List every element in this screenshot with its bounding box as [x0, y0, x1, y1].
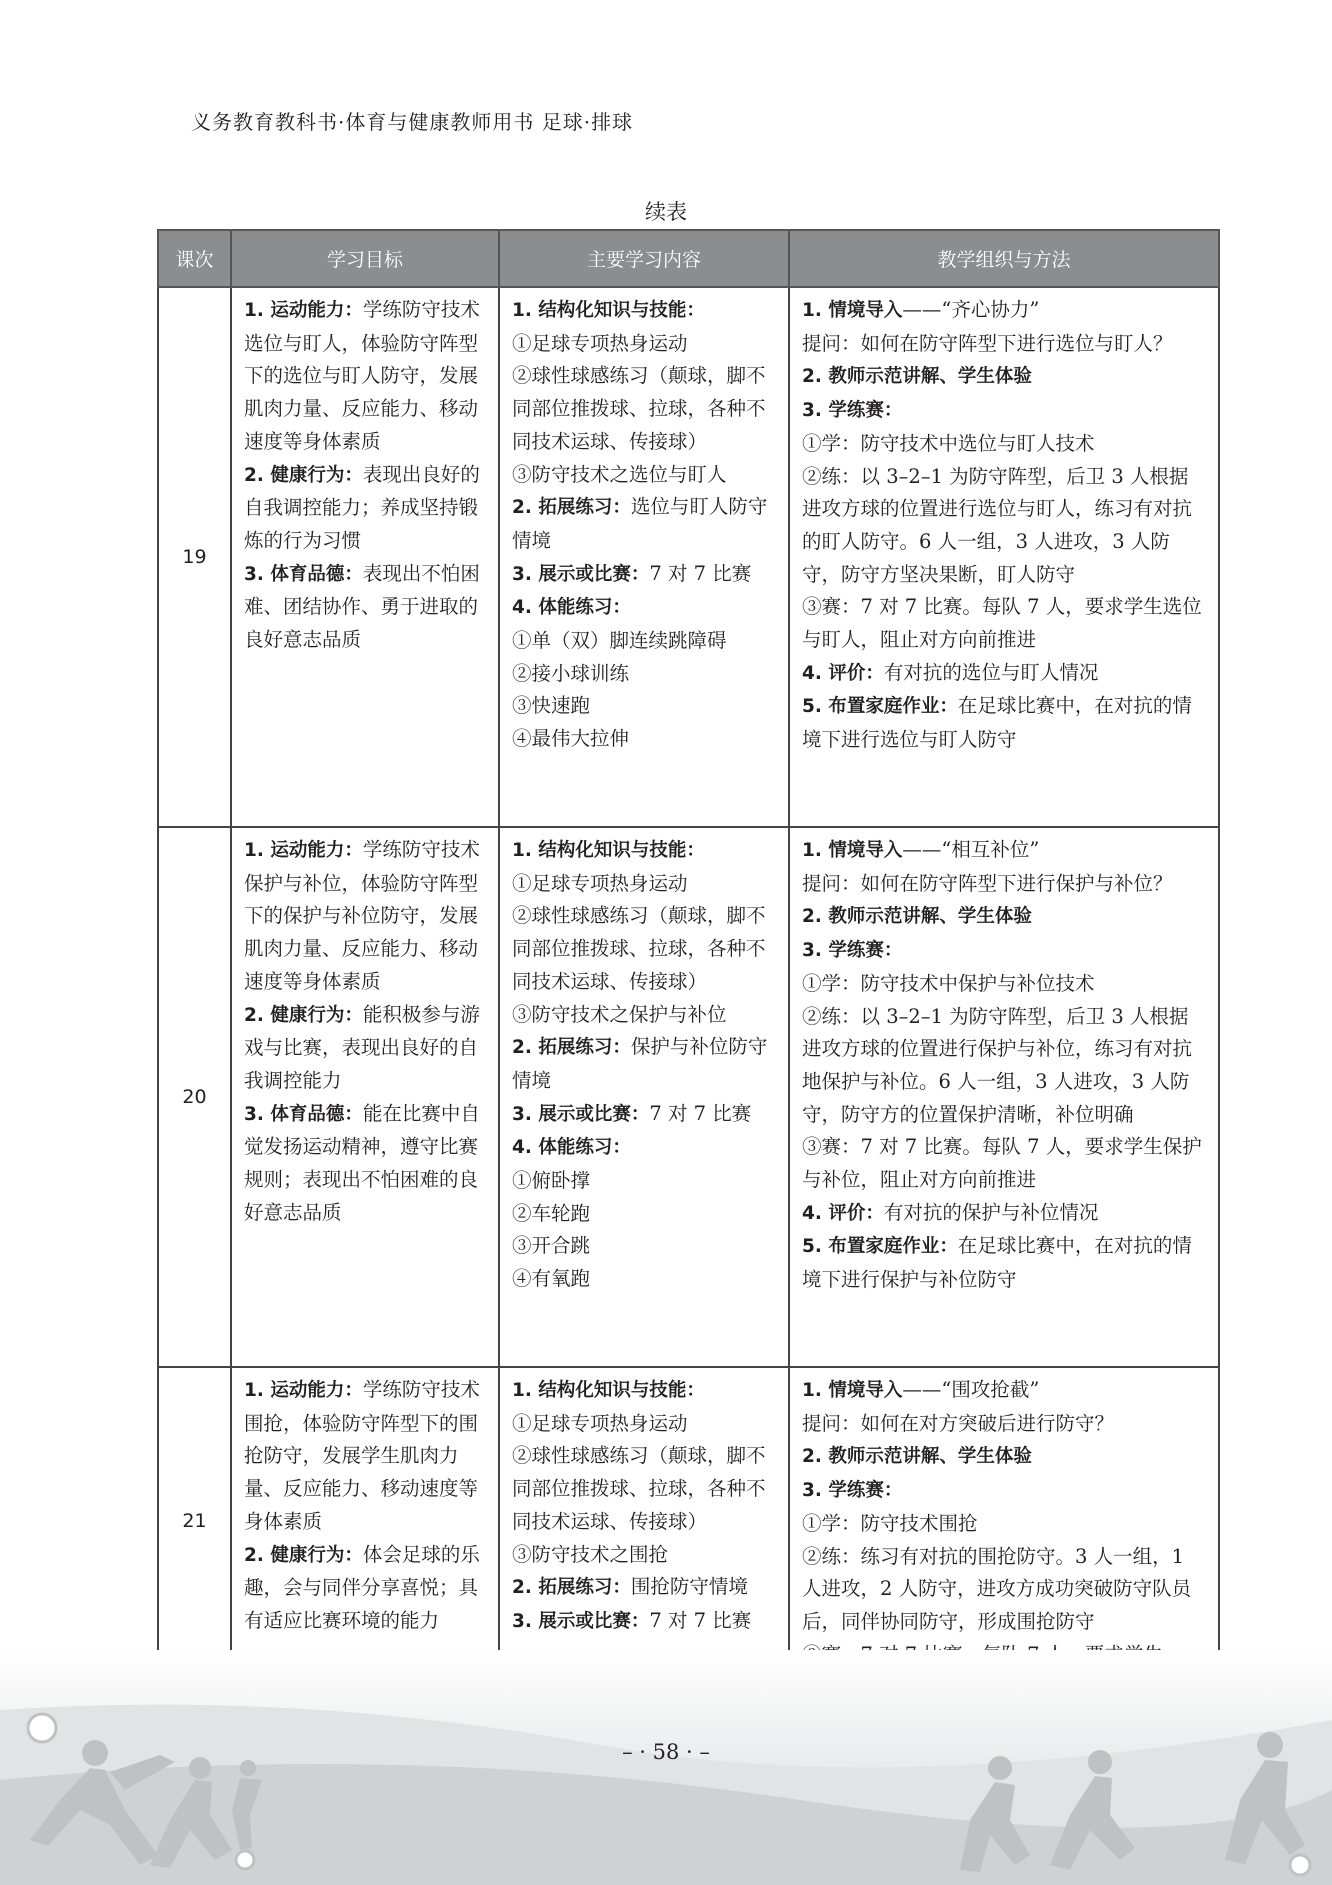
cell-line — [802, 1474, 1206, 1508]
cell-line — [512, 900, 776, 998]
cell-line — [244, 1539, 486, 1638]
col-header-content: 主要学习内容 — [499, 230, 789, 287]
line-text: ②练：以 3–2–1 为防守阵型，后卫 3 人根据进攻方球的位置进行选位与盯人，练习有对抗的盯人防守。6 人一组，3 人进攻，3 人防守，防守方坚决果断，盯人防守 — [802, 464, 1193, 586]
learning-goals-cell — [231, 287, 499, 827]
cell-line — [244, 294, 486, 459]
cell-line — [802, 968, 1206, 1001]
cell-line — [802, 1001, 1206, 1132]
line-text: 在足球比赛中，在对抗的情境下进行保护与补位防守 — [802, 1234, 1192, 1292]
line-text: ②球性球感练习（颠球，脚不同部位推拨球、拉球，各种不同技术运球、传接球） — [512, 364, 766, 453]
line-keyword: 1. 结构化知识与技能： — [512, 300, 705, 321]
cell-line — [512, 1605, 776, 1639]
cell-line — [802, 900, 1206, 934]
cell-line — [512, 1131, 776, 1165]
line-text: 学练防守技术保护与补位，体验防守阵型下的保护与补位防守，发展肌肉力量、反应能力、移动速度等身体素质 — [244, 838, 480, 993]
line-text: 体会足球的乐趣，会与同伴分享喜悦；具有适应比赛环境的能力 — [244, 1542, 480, 1632]
soccer-silhouette-footer — [0, 1650, 1332, 1885]
teaching-method-cell — [789, 827, 1219, 1367]
cell-line — [512, 1539, 776, 1572]
cell-line — [244, 1374, 486, 1539]
line-text: ①学：防守技术中保护与补位技术 — [802, 971, 1095, 995]
cell-line — [244, 834, 486, 999]
line-text: 7 对 7 比赛 — [649, 1608, 752, 1632]
table-caption: 续表 — [645, 200, 687, 224]
cell-line — [802, 360, 1206, 394]
line-text: ③防守技术之选位与盯人 — [512, 462, 727, 486]
line-keyword: 2. 教师示范讲解、学生体验 — [802, 366, 1032, 388]
line-text: 提问：如何在防守阵型下进行保护与补位？ — [802, 871, 1173, 895]
cell-line — [802, 1374, 1206, 1408]
cell-line — [802, 657, 1206, 691]
line-keyword: 2. 健康行为： — [244, 464, 363, 486]
cell-line — [512, 1031, 776, 1097]
line-text: 保护与补位防守情境 — [512, 1035, 768, 1092]
cell-line — [802, 1197, 1206, 1231]
cell-line — [512, 491, 776, 557]
learning-goals-cell — [231, 827, 499, 1367]
line-text: 7 对 7 比赛 — [649, 561, 752, 585]
line-text: ①俯卧撑 — [512, 1169, 591, 1193]
cell-line — [802, 294, 1206, 328]
line-text: ②接小球训练 — [512, 661, 630, 685]
line-text: ②球性球感练习（颠球，脚不同部位推拨球、拉球，各种不同技术运球、传接球） — [512, 904, 766, 993]
table-row — [158, 1367, 1219, 1676]
line-text: ①学：防守技术围抢 — [802, 1511, 978, 1535]
line-keyword: 2. 拓展练习： — [512, 1037, 631, 1059]
table-row — [158, 827, 1219, 1367]
line-keyword: 1. 情境导入 — [802, 1380, 903, 1401]
cell-line — [802, 690, 1206, 756]
line-keyword: 1. 结构化知识与技能： — [512, 1380, 705, 1401]
cell-line — [802, 428, 1206, 461]
cell-line — [512, 1374, 776, 1408]
line-text: 在足球比赛中，在对抗的情境下进行选位与盯人防守 — [802, 694, 1192, 752]
cell-line — [802, 591, 1206, 656]
col-header-goals: 学习目标 — [231, 230, 499, 287]
line-keyword: 1. 情境导入 — [802, 840, 903, 861]
line-keyword: 3. 展示或比赛： — [512, 1610, 650, 1632]
line-keyword: 3. 展示或比赛： — [512, 563, 650, 585]
line-text: ④最伟大拉伸 — [512, 727, 630, 751]
line-text: ——“齐心协力” — [902, 298, 1040, 321]
cell-line — [512, 459, 776, 492]
cell-line — [512, 558, 776, 592]
cell-line — [512, 328, 776, 361]
line-keyword: 2. 健康行为： — [244, 1004, 363, 1026]
cell-line — [512, 1571, 776, 1605]
line-text: ③赛：7 对 7 比赛。每队 7 人，要求学生保护与补位，阻止对方向前推进 — [802, 1135, 1202, 1192]
line-keyword: 5. 布置家庭作业： — [802, 696, 958, 718]
line-text: ③防守技术之围抢 — [512, 1542, 669, 1566]
cell-line — [512, 1165, 776, 1198]
line-keyword: 3. 学练赛： — [802, 1480, 903, 1502]
cell-line — [512, 658, 776, 691]
cell-line — [802, 1508, 1206, 1541]
line-keyword: 1. 情境导入 — [802, 300, 903, 321]
line-keyword: 3. 体育品德： — [244, 1103, 363, 1125]
teaching-method-cell — [789, 287, 1219, 827]
lesson-number: 19 — [158, 287, 231, 827]
lesson-number: 21 — [158, 1367, 231, 1676]
line-text: 能积极参与游戏与比赛，表现出良好的自我调控能力 — [244, 1002, 480, 1092]
page-number: – · 58 · – — [622, 1740, 710, 1764]
line-keyword: 5. 布置家庭作业： — [802, 1236, 958, 1258]
line-text: 能在比赛中自觉发扬运动精神，遵守比赛规则；表现出不怕困难的良好意志品质 — [244, 1101, 480, 1224]
cell-line — [512, 690, 776, 723]
line-text: ③开合跳 — [512, 1234, 591, 1258]
learning-content-cell — [499, 827, 789, 1367]
line-text: 7 对 7 比赛 — [649, 1101, 752, 1125]
col-header-lesson: 课次 — [158, 230, 231, 287]
line-keyword: 4. 体能练习： — [512, 1137, 631, 1159]
line-keyword: 2. 健康行为： — [244, 1544, 363, 1566]
line-keyword: 4. 评价： — [802, 1202, 884, 1224]
lesson-plan-table — [157, 229, 1220, 1677]
line-keyword: 3. 学练赛： — [802, 940, 903, 962]
line-text: ——“相互补位” — [902, 838, 1040, 861]
cell-line — [802, 934, 1206, 968]
line-text: 表现出良好的自我调控能力；养成坚持锻炼的行为习惯 — [244, 462, 480, 552]
line-keyword: 3. 体育品德： — [244, 563, 363, 585]
cell-line — [512, 1440, 776, 1538]
line-text: ③防守技术之保护与补位 — [512, 1002, 727, 1026]
cell-line — [512, 625, 776, 658]
cell-line — [802, 1541, 1206, 1639]
cell-line — [512, 591, 776, 625]
line-keyword: 3. 学练赛： — [802, 400, 903, 422]
table-row — [158, 287, 1219, 827]
running-header: 义务教育教科书·体育与健康教师用书 足球·排球 — [191, 110, 634, 134]
cell-line — [512, 1230, 776, 1263]
line-text: ④有氧跑 — [512, 1267, 591, 1291]
line-text: ①足球专项热身运动 — [512, 331, 688, 355]
line-keyword: 4. 体能练习： — [512, 597, 631, 619]
line-keyword: 1. 结构化知识与技能： — [512, 840, 705, 861]
line-text: ①足球专项热身运动 — [512, 871, 688, 895]
line-keyword: 2. 教师示范讲解、学生体验 — [802, 906, 1032, 928]
cell-line — [512, 1263, 776, 1296]
teaching-method-cell — [789, 1367, 1219, 1676]
line-keyword: 2. 拓展练习： — [512, 497, 631, 519]
line-text: 提问：如何在对方突破后进行防守？ — [802, 1411, 1115, 1435]
learning-content-cell — [499, 1367, 789, 1676]
line-keyword: 1. 运动能力： — [244, 300, 363, 321]
cell-line — [802, 394, 1206, 428]
cell-line — [512, 1098, 776, 1132]
table-header-row — [158, 230, 1219, 287]
col-header-method: 教学组织与方法 — [789, 230, 1219, 287]
cell-line — [512, 999, 776, 1032]
cell-line — [244, 999, 486, 1098]
line-keyword: 2. 拓展练习： — [512, 1577, 631, 1599]
cell-line — [244, 1098, 486, 1230]
cell-line — [512, 1408, 776, 1441]
line-text: 表现出不怕困难、团结协作、勇于进取的良好意志品质 — [244, 561, 480, 652]
cell-line — [802, 1408, 1206, 1441]
cell-line — [802, 461, 1206, 592]
cell-line — [512, 868, 776, 901]
line-text: 有对抗的选位与盯人情况 — [883, 660, 1099, 684]
cell-line — [244, 558, 486, 657]
line-text: 选位与盯人防守情境 — [512, 495, 768, 552]
line-text: 有对抗的保护与补位情况 — [883, 1200, 1099, 1224]
line-text: ①单（双）脚连续跳障碍 — [512, 629, 727, 653]
cell-line — [244, 459, 486, 558]
line-text: ②球性球感练习（颠球，脚不同部位推拨球、拉球，各种不同技术运球、传接球） — [512, 1444, 766, 1533]
cell-line — [802, 868, 1206, 901]
cell-line — [512, 1198, 776, 1231]
cell-line — [802, 834, 1206, 868]
line-text: 学练防守技术围抢，体验防守阵型下的围抢防守，发展学生肌肉力量、反应能力、移动速度等身体素质 — [244, 1378, 480, 1533]
line-text: ③快速跑 — [512, 694, 591, 718]
line-text: ①学：防守技术中选位与盯人技术 — [802, 431, 1095, 455]
cell-line — [512, 723, 776, 756]
cell-line — [802, 1131, 1206, 1196]
line-text: 围抢防守情境 — [630, 1575, 748, 1599]
line-keyword: 3. 展示或比赛： — [512, 1103, 650, 1125]
line-text: ②练：以 3–2–1 为防守阵型，后卫 3 人根据进攻方球的位置进行保护与补位，练习有对抗地保护与补位。6 人一组，3 人进攻，3 人防守，防守方的位置保护清晰，补位明确 — [802, 1004, 1193, 1126]
line-text: ②练：练习有对抗的围抢防守。3 人一组，1 人进攻，2 人防守，进攻方成功突破防守队员后，同伴协同防守，形成围抢防守 — [802, 1544, 1192, 1633]
cell-line — [512, 294, 776, 328]
cell-line — [512, 834, 776, 868]
line-text: ——“围攻抢截” — [902, 1378, 1040, 1401]
line-keyword: 1. 运动能力： — [244, 1380, 363, 1401]
line-keyword: 1. 运动能力： — [244, 840, 363, 861]
line-text: ②车轮跑 — [512, 1201, 591, 1225]
line-text: ①足球专项热身运动 — [512, 1411, 688, 1435]
line-keyword: 4. 评价： — [802, 662, 884, 684]
cell-line — [802, 328, 1206, 361]
cell-line — [512, 360, 776, 458]
line-keyword: 2. 教师示范讲解、学生体验 — [802, 1446, 1032, 1468]
lesson-number: 20 — [158, 827, 231, 1367]
cell-line — [802, 1230, 1206, 1296]
learning-content-cell — [499, 287, 789, 827]
line-text: ③赛：7 对 7 比赛。每队 7 人，要求学生选位与盯人，阻止对方向前推进 — [802, 595, 1202, 652]
learning-goals-cell — [231, 1367, 499, 1676]
line-text: 提问：如何在防守阵型下进行选位与盯人？ — [802, 331, 1173, 355]
line-text: 学练防守技术选位与盯人，体验防守阵型下的选位与盯人防守，发展肌肉力量、反应能力、移动速度等身体素质 — [244, 298, 480, 453]
cell-line — [802, 1440, 1206, 1474]
